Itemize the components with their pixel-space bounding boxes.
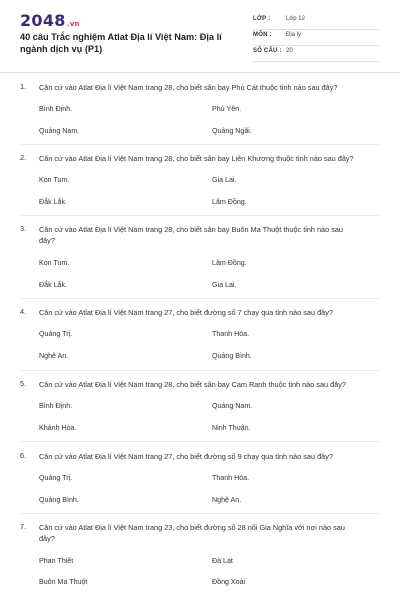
question-divider <box>18 298 382 299</box>
question-text: Căn cứ vào Atlat Địa lí Việt Nam trang 23, cho biết đường số 28 nối Gia Nghĩa với nơi nào sau đây? <box>39 523 345 543</box>
question-text: Căn cứ vào Atlat Địa lí Việt Nam trang 27, cho biết đường số 7 chạy qua tỉnh nào sau đây? <box>39 308 333 317</box>
answer-option[interactable]: Quảng Bình. <box>39 496 79 504</box>
question-number: 3. <box>20 224 27 233</box>
meta-key: SỐ CÂU : <box>253 48 282 54</box>
question-text: Căn cứ vào Atlat Địa lí Việt Nam trang 28, cho biết sân bay Buôn Ma Thuột thuộc tỉnh nào sau đây? <box>39 225 343 245</box>
answer-option[interactable]: Buôn Ma Thuột <box>39 578 88 586</box>
question-number: 7. <box>20 522 27 531</box>
answer-option[interactable]: Đà Lạt <box>212 557 233 565</box>
meta-row-subject <box>253 30 380 46</box>
answer-option[interactable]: Thanh Hóa. <box>212 474 250 482</box>
answer-option[interactable]: Bình Định. <box>39 402 73 410</box>
meta-value: 20 <box>286 48 293 54</box>
meta-value: Lớp 12 <box>286 16 305 22</box>
answer-option[interactable]: Gia Lai. <box>212 176 237 184</box>
answer-option[interactable]: Kon Tum. <box>39 259 70 267</box>
answer-option[interactable]: Quảng Bình. <box>212 352 252 360</box>
question-divider <box>18 513 382 514</box>
answer-option[interactable]: Bình Định. <box>39 105 73 113</box>
header-divider <box>0 72 400 73</box>
answer-option[interactable]: Khánh Hòa. <box>39 424 77 432</box>
question-divider <box>18 441 382 442</box>
logo-main: 2048 <box>20 11 66 30</box>
question-number: 1. <box>20 82 27 91</box>
question-divider <box>18 215 382 216</box>
meta-table <box>253 14 380 62</box>
answer-option[interactable]: Nghệ An. <box>212 496 242 504</box>
question-text: Căn cứ vào Atlat Địa lí Việt Nam trang 28, cho biết sân bay Liên Khương thuộc tỉnh nào sau đây? <box>39 154 354 163</box>
question-number: 5. <box>20 379 27 388</box>
question-divider <box>18 144 382 145</box>
answer-option[interactable]: Nghệ An. <box>39 352 69 360</box>
answer-option[interactable]: Phan Thiết <box>39 557 74 565</box>
meta-key: MÔN : <box>253 32 272 38</box>
logo-tld: .vn <box>66 20 80 28</box>
question-text: Căn cứ vào Atlat Địa lí Việt Nam trang 27, cho biết đường số 9 chạy qua tỉnh nào sau đây? <box>39 452 333 461</box>
answer-option[interactable]: Ninh Thuận. <box>212 424 251 432</box>
document-title: 40 câu Trắc nghiệm Atlat Địa lí Việt Nam: Địa lí ngành dịch vụ (P1) <box>20 32 222 54</box>
meta-key: LỚP : <box>253 16 271 22</box>
answer-option[interactable]: Đồng Xoài <box>212 578 246 586</box>
answer-option[interactable]: Quảng Nam. <box>39 127 80 135</box>
answer-option[interactable]: Đắk Lắk. <box>39 281 67 289</box>
answer-option[interactable]: Đắk Lắk. <box>39 198 67 206</box>
answer-option[interactable]: Quảng Trị. <box>39 474 73 482</box>
meta-row-count <box>253 46 380 62</box>
answer-option[interactable]: Thanh Hóa. <box>212 330 250 338</box>
site-logo[interactable] <box>20 11 80 30</box>
worksheet-header <box>0 0 400 72</box>
answer-option[interactable]: Kon Tum. <box>39 176 70 184</box>
question-text: Căn cứ vào Atlat Địa lí Việt Nam trang 28, cho biết sân bay Phù Cát thuộc tỉnh nào sau đây? <box>39 83 338 92</box>
answer-option[interactable]: Quảng Ngãi. <box>212 127 252 135</box>
question-number: 4. <box>20 307 27 316</box>
meta-value: Địa lý <box>286 32 302 38</box>
question-text: Căn cứ vào Atlat Địa lí Việt Nam trang 28, cho biết sân bay Cam Ranh thuộc tỉnh nào sau đây? <box>39 380 346 389</box>
answer-option[interactable]: Quảng Nam. <box>212 402 253 410</box>
meta-row-class <box>253 14 380 30</box>
answer-option[interactable]: Gia Lai. <box>212 281 237 289</box>
answer-option[interactable]: Quảng Trị. <box>39 330 73 338</box>
answer-option[interactable]: Phú Yên. <box>212 105 242 113</box>
question-divider <box>18 370 382 371</box>
answer-option[interactable]: Lâm Đồng. <box>212 198 247 206</box>
question-number: 6. <box>20 451 27 460</box>
answer-option[interactable]: Lâm Đồng. <box>212 259 247 267</box>
question-number: 2. <box>20 153 27 162</box>
